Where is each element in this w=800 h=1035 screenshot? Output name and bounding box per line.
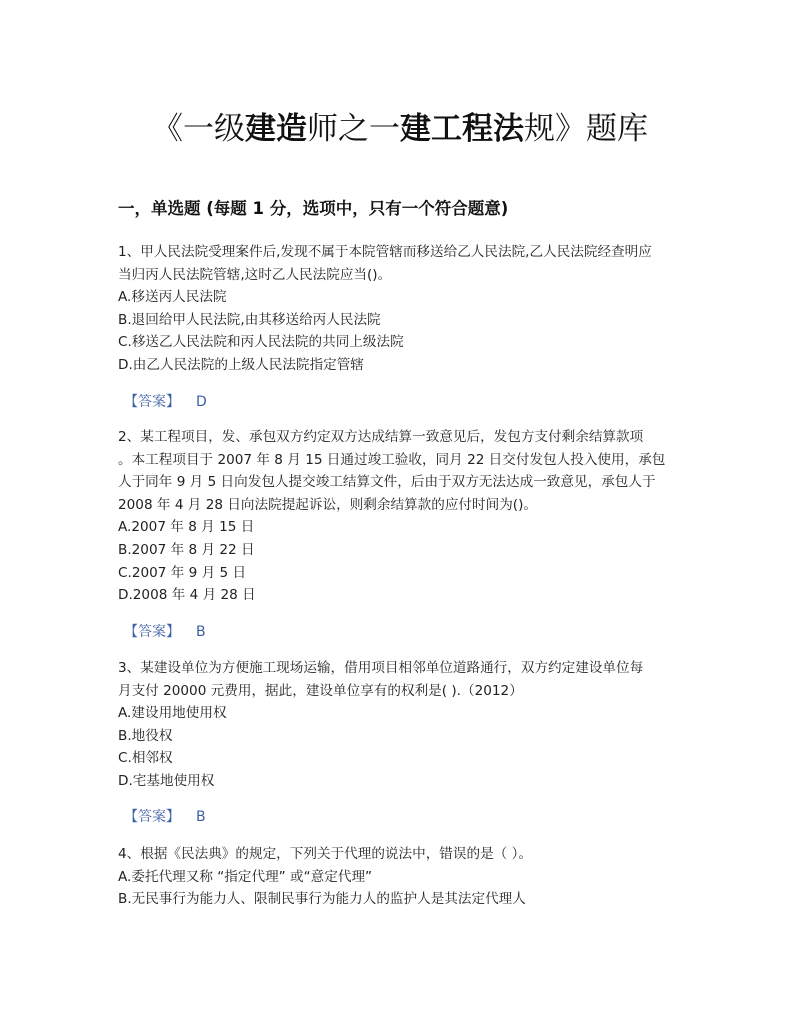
question-stem-line: 人于同年 9 月 5 日向发包人提交竣工结算文件，后由于双方无法达成一致意见，承包人于 bbox=[118, 474, 656, 491]
option-c: C.移送乙人民法院和丙人民法院的共同上级法院 bbox=[118, 334, 404, 351]
document-title bbox=[0, 106, 800, 152]
answer-row-2 bbox=[124, 622, 206, 642]
option-d: D.由乙人民法院的上级人民法院指定管辖 bbox=[118, 356, 364, 373]
question-stem-line: 2008 年 4 月 28 日向法院提起诉讼，则剩余结算款的应付时间为()。 bbox=[118, 496, 538, 513]
answer-label: 【答案】 bbox=[124, 809, 180, 825]
title-segment: 《一级 bbox=[152, 111, 245, 147]
question-stem-line: 2、某工程项目，发、承包双方约定双方达成结算一致意见后，发包方支付剩余结算款项 bbox=[118, 429, 644, 445]
option-a: A.2007 年 8 月 15 日 bbox=[118, 519, 255, 536]
question-stem-line: 4、根据《民法典》的规定，下列关于代理的说法中，错误的是（ ）。 bbox=[118, 846, 532, 862]
section-heading: 一，单选题 (每题 1 分，选项中，只有一个符合题意) bbox=[118, 199, 509, 218]
question-stem-line: 1、甲人民法院受理案件后,发现不属于本院管辖而移送给乙人民法院,乙人民法院经查明应 bbox=[118, 244, 652, 260]
option-a: A.建设用地使用权 bbox=[118, 705, 227, 722]
question-stem-line: 当归丙人民法院管辖,这时乙人民法院应当()。 bbox=[118, 266, 392, 283]
question-stem-line: 3、某建设单位为方便施工现场运输，借用项目相邻单位道路通行，双方约定建设单位每 bbox=[118, 660, 644, 676]
option-b: B.退回给甲人民法院,由其移送给丙人民法院 bbox=[118, 311, 381, 328]
option-b: B.地役权 bbox=[118, 727, 173, 744]
option-a: A.移送丙人民法院 bbox=[118, 289, 227, 306]
title-segment: 规》题库 bbox=[524, 111, 648, 147]
option-c: C.2007 年 9 月 5 日 bbox=[118, 564, 247, 581]
question-3 bbox=[118, 657, 690, 793]
option-c: C.相邻权 bbox=[118, 750, 173, 767]
answer-value: B bbox=[196, 809, 206, 825]
option-d: D.宅基地使用权 bbox=[118, 772, 215, 789]
answer-value: B bbox=[196, 624, 206, 640]
question-4 bbox=[118, 843, 690, 911]
answer-row-1 bbox=[124, 392, 207, 412]
option-d: D.2008 年 4 月 28 日 bbox=[118, 587, 256, 604]
title-segment: 建造 bbox=[245, 111, 307, 147]
question-1 bbox=[118, 241, 690, 377]
option-a: A.委托代理又称 “指定代理” 或“意定代理” bbox=[118, 868, 373, 885]
question-stem-line: 。本工程项目于 2007 年 8 月 15 日通过竣工验收，同月 22 日交付发包人投入使用，承包 bbox=[118, 451, 666, 468]
question-stem-line: 月支付 20000 元费用，据此，建设单位享有的权利是( ).（2012） bbox=[118, 682, 523, 699]
answer-row-3 bbox=[124, 807, 206, 827]
answer-value: D bbox=[196, 394, 207, 410]
answer-label: 【答案】 bbox=[124, 624, 180, 640]
option-b: B.无民事行为能力人、限制民事行为能力人的监护人是其法定代理人 bbox=[118, 891, 526, 908]
title-segment: 建工程法 bbox=[400, 111, 524, 147]
question-2 bbox=[118, 426, 690, 607]
option-b: B.2007 年 8 月 22 日 bbox=[118, 541, 255, 558]
answer-label: 【答案】 bbox=[124, 394, 180, 410]
title-segment: 师之一 bbox=[307, 111, 400, 147]
